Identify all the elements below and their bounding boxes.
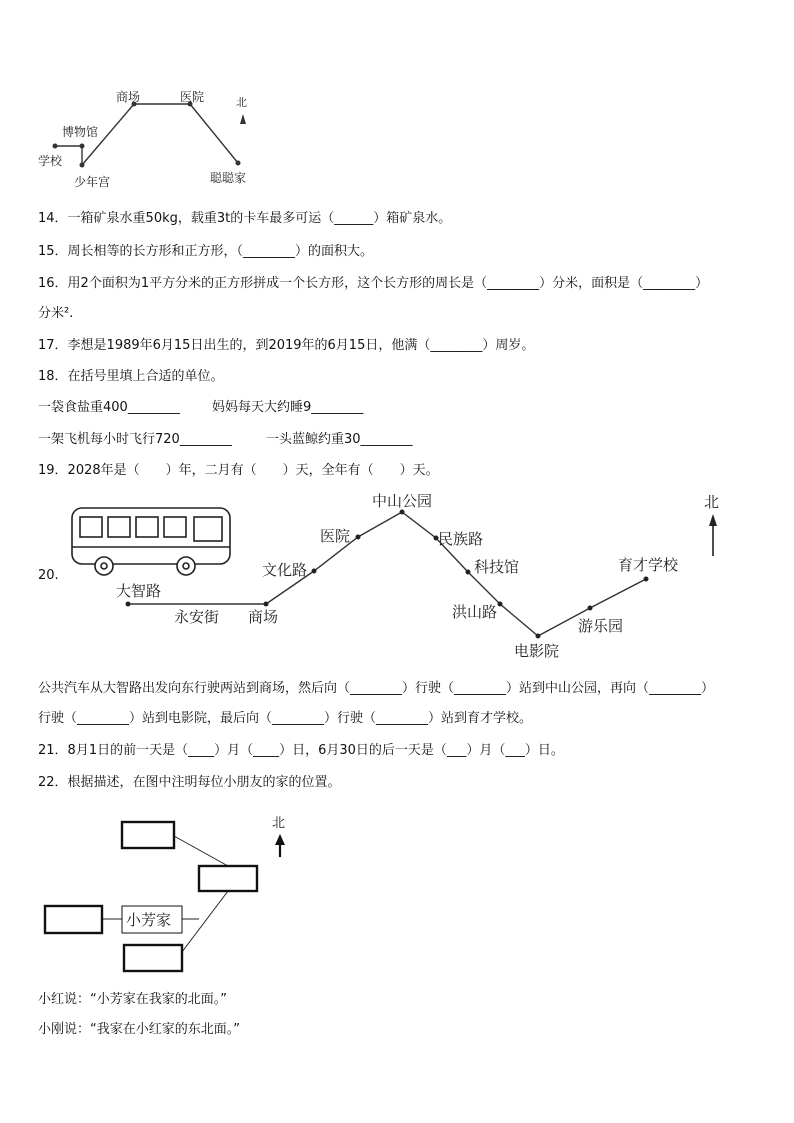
map1-museum-label: 博物馆: [62, 125, 99, 139]
home-box-bottom: [124, 945, 182, 971]
question-20-line2: 行驶（________）站到电影院，最后向（________）行驶（________）站到育才学校。: [38, 711, 533, 726]
map1-mall-label: 商场: [116, 90, 141, 104]
question-16-line2: 分米².: [38, 306, 74, 321]
map1-congcong-label: 聪聪家: [210, 171, 247, 185]
stop-hospital: 医院: [320, 527, 351, 545]
stop-zhongshan: 中山公园: [372, 492, 433, 510]
question-16-line1: 16．用2个面积为1平方分米的正方形拼成一个长方形，这个长方形的周长是（________）分米，面积是（________）: [38, 276, 709, 291]
question-18: 18．在括号里填上合适的单位。: [38, 369, 224, 384]
map3-north-label: 北: [272, 816, 286, 831]
map1-school-label: 学校: [38, 154, 63, 168]
question-22: 22．根据描述，在图中注明每位小朋友的家的位置。: [38, 775, 341, 790]
question-18-d: 一头蓝鲸约重30________: [266, 432, 413, 447]
stop-cinema: 电影院: [514, 642, 560, 660]
stop-yongan: 永安街: [174, 608, 220, 626]
question-17: 17．李想是1989年6月15日出生的，到2019年的6月15日，他满（________）周岁。: [38, 338, 535, 353]
question-22-xiaohong: 小红说：“小芳家在我家的北面。”: [38, 992, 227, 1007]
question-18-b: 妈妈每天大约睡9________: [212, 400, 364, 415]
map2-north-label: 北: [704, 493, 720, 511]
map1-youth-palace-label: 少年宫: [74, 175, 111, 189]
question-21: 21．8月1日的前一天是（____）月（____）日，6月30日的后一天是（___）月（___）日。: [38, 743, 564, 758]
question-18-c: 一架飞机每小时飞行720________: [38, 432, 232, 447]
xiaofang-home-label: 小芳家: [126, 911, 172, 929]
stop-dazhi: 大智路: [116, 582, 162, 600]
map1-north-label: 北: [236, 96, 247, 109]
stop-wenhua: 文化路: [262, 561, 308, 579]
home-box-top-left: [122, 822, 174, 848]
question-15: 15．周长相等的长方形和正方形，（________）的面积大。: [38, 244, 374, 259]
stop-yucai: 育才学校: [618, 556, 679, 574]
question-22-xiaogang: 小刚说：“我家在小红家的东北面。”: [38, 1022, 240, 1037]
question-18-a: 一袋食盐重400________: [38, 400, 180, 415]
question-19: 19．2028年是（ ）年，二月有（ ）天，全年有（ ）天。: [38, 463, 439, 478]
question-20-number: 20.: [38, 568, 59, 583]
stop-keji: 科技馆: [474, 558, 520, 576]
stop-hongshan: 洪山路: [452, 603, 498, 621]
question-14: 14．一箱矿泉水重50kg，载重3t的卡车最多可运（______）箱矿泉水。: [38, 211, 452, 226]
home-box-left: [45, 906, 102, 933]
map1-hospital-label: 医院: [180, 90, 205, 104]
home-box-right: [199, 866, 257, 891]
question-20-line1: 公共汽车从大智路出发向东行驶两站到商场，然后向（________）行驶（________）站到中山公园，再向（________）: [38, 681, 715, 696]
stop-mall: 商场: [248, 608, 279, 626]
stop-minzu: 民族路: [438, 530, 484, 548]
north-arrow-icon: [275, 834, 285, 857]
stop-youle: 游乐园: [578, 617, 624, 635]
